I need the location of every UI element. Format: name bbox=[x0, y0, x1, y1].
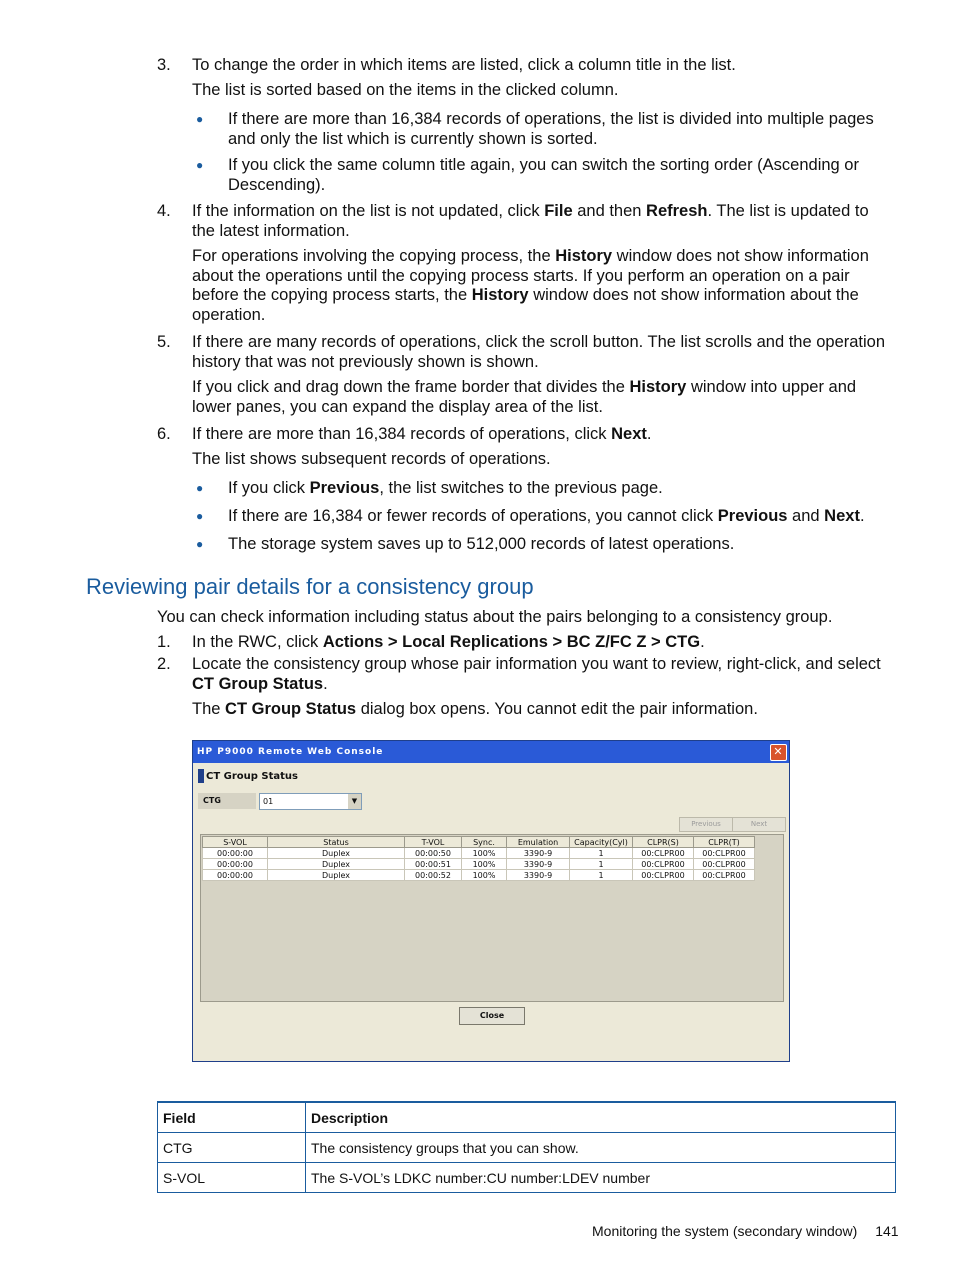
pair-table-area bbox=[200, 834, 784, 1002]
ct-group-status-dialog bbox=[192, 740, 790, 1062]
bullet-text: If you click the same column title again, you can switch the sorting order (Ascending or Descending). bbox=[228, 156, 859, 194]
bullet-icon: ● bbox=[196, 112, 204, 126]
step-text: Locate the consistency group whose pair information you want to review, right-click, and select CT Group Status. bbox=[192, 655, 881, 693]
cell-clprt: 00:CLPR00 bbox=[694, 859, 755, 870]
cell-sync: 100% bbox=[462, 859, 507, 870]
cell-emulation: 3390-9 bbox=[507, 870, 570, 881]
cell-capacity: 1 bbox=[570, 870, 633, 881]
step-text: If the information on the list is not updated, click File and then Refresh. The list is updated to the latest information. bbox=[192, 202, 869, 240]
cell-sync: 100% bbox=[462, 848, 507, 859]
step-text: To change the order in which items are listed, click a column title in the list. bbox=[192, 56, 736, 74]
cell-clprt: 00:CLPR00 bbox=[694, 870, 755, 881]
group-marker-icon bbox=[198, 769, 204, 783]
column-header[interactable]: CLPR(S) bbox=[633, 837, 694, 848]
bullet-icon: ● bbox=[196, 481, 204, 495]
cell-capacity: 1 bbox=[570, 859, 633, 870]
field-cell: S-VOL bbox=[158, 1163, 306, 1193]
group-title: CT Group Status bbox=[198, 769, 298, 783]
pair-table bbox=[202, 836, 755, 881]
column-header[interactable]: T-VOL bbox=[405, 837, 462, 848]
bullet-icon: ● bbox=[196, 509, 204, 523]
bullet-icon: ● bbox=[196, 158, 204, 172]
chevron-down-icon[interactable]: ▼ bbox=[348, 794, 361, 809]
ctg-label: CTG bbox=[198, 793, 256, 809]
cell-svol: 00:00:00 bbox=[203, 859, 268, 870]
cell-sync: 100% bbox=[462, 870, 507, 881]
description-cell: The S-VOL’s LDKC number:CU number:LDEV number bbox=[306, 1163, 896, 1193]
column-header[interactable]: Capacity(Cyl) bbox=[570, 837, 633, 848]
cell-svol: 00:00:00 bbox=[203, 848, 268, 859]
field-description-table bbox=[157, 1101, 896, 1193]
cell-emulation: 3390-9 bbox=[507, 859, 570, 870]
column-header[interactable]: Status bbox=[268, 837, 405, 848]
step-number: 1. bbox=[157, 633, 171, 651]
step-note: For operations involving the copying process, the History window does not show information about the operations until the copying process starts. If you perform an operation on a pair before the copying process starts, the History window does not show information about the operation. bbox=[192, 247, 869, 324]
cell-emulation: 3390-9 bbox=[507, 848, 570, 859]
cell-clprt: 00:CLPR00 bbox=[694, 848, 755, 859]
cell-clprs: 00:CLPR00 bbox=[633, 859, 694, 870]
cell-capacity: 1 bbox=[570, 848, 633, 859]
cell-clprs: 00:CLPR00 bbox=[633, 870, 694, 881]
cell-tvol: 00:00:50 bbox=[405, 848, 462, 859]
page-footer bbox=[592, 1223, 899, 1239]
field-cell: CTG bbox=[158, 1133, 306, 1163]
table-row[interactable] bbox=[203, 848, 755, 859]
step-number: 6. bbox=[157, 425, 171, 443]
previous-button[interactable]: Previous bbox=[679, 817, 733, 832]
bullet-text: If there are 16,384 or fewer records of operations, you cannot click Previous and Next. bbox=[228, 507, 865, 525]
column-header[interactable]: Emulation bbox=[507, 837, 570, 848]
field-header: Field bbox=[158, 1102, 306, 1133]
cell-tvol: 00:00:52 bbox=[405, 870, 462, 881]
close-icon[interactable]: ✕ bbox=[770, 744, 787, 761]
dialog-titlebar bbox=[193, 741, 789, 763]
close-button[interactable]: Close bbox=[459, 1007, 525, 1025]
step-note: The CT Group Status dialog box opens. You cannot edit the pair information. bbox=[192, 700, 758, 718]
column-header[interactable]: CLPR(T) bbox=[694, 837, 755, 848]
step-number: 2. bbox=[157, 655, 171, 673]
table-row[interactable] bbox=[203, 870, 755, 881]
step-number: 5. bbox=[157, 333, 171, 351]
bullet-text: If there are more than 16,384 records of operations, the list is divided into multiple pages and only the list which is currently shown is sorted. bbox=[228, 110, 874, 148]
step-number: 3. bbox=[157, 56, 171, 74]
bullet-text: If you click Previous, the list switches to the previous page. bbox=[228, 479, 663, 497]
description-header: Description bbox=[306, 1102, 896, 1133]
description-cell: The consistency groups that you can show. bbox=[306, 1133, 896, 1163]
step-subtext: The list shows subsequent records of operations. bbox=[192, 450, 551, 468]
section-intro: You can check information including status about the pairs belonging to a consistency group. bbox=[157, 608, 833, 626]
table-row bbox=[158, 1163, 896, 1193]
bullet-text: The storage system saves up to 512,000 records of latest operations. bbox=[228, 535, 735, 553]
cell-status: Duplex bbox=[268, 848, 405, 859]
page-number: 141 bbox=[875, 1223, 899, 1239]
ctg-select[interactable]: 01 ▼ bbox=[259, 793, 362, 810]
step-text: If there are more than 16,384 records of operations, click Next. bbox=[192, 425, 652, 443]
column-header[interactable]: S-VOL bbox=[203, 837, 268, 848]
table-row[interactable] bbox=[203, 859, 755, 870]
cell-status: Duplex bbox=[268, 859, 405, 870]
step-number: 4. bbox=[157, 202, 171, 220]
bullet-icon: ● bbox=[196, 537, 204, 551]
table-row bbox=[158, 1133, 896, 1163]
cell-tvol: 00:00:51 bbox=[405, 859, 462, 870]
column-header[interactable]: Sync. bbox=[462, 837, 507, 848]
cell-svol: 00:00:00 bbox=[203, 870, 268, 881]
section-heading: Reviewing pair details for a consistency group bbox=[86, 574, 534, 599]
step-note: If you click and drag down the frame border that divides the History window into upper and lower panes, you can expand the display area of the list. bbox=[192, 378, 857, 416]
cell-status: Duplex bbox=[268, 870, 405, 881]
step-text: If there are many records of operations, click the scroll button. The list scrolls and the operation history that was not previously shown is shown. bbox=[192, 333, 886, 371]
dialog-title: HP P9000 Remote Web Console bbox=[197, 747, 384, 757]
next-button[interactable]: Next bbox=[732, 817, 786, 832]
step-subtext: The list is sorted based on the items in the clicked column. bbox=[192, 81, 619, 99]
footer-text: Monitoring the system (secondary window) bbox=[592, 1223, 858, 1239]
step-text: In the RWC, click Actions > Local Replications > BC Z/FC Z > CTG. bbox=[192, 633, 705, 651]
cell-clprs: 00:CLPR00 bbox=[633, 848, 694, 859]
